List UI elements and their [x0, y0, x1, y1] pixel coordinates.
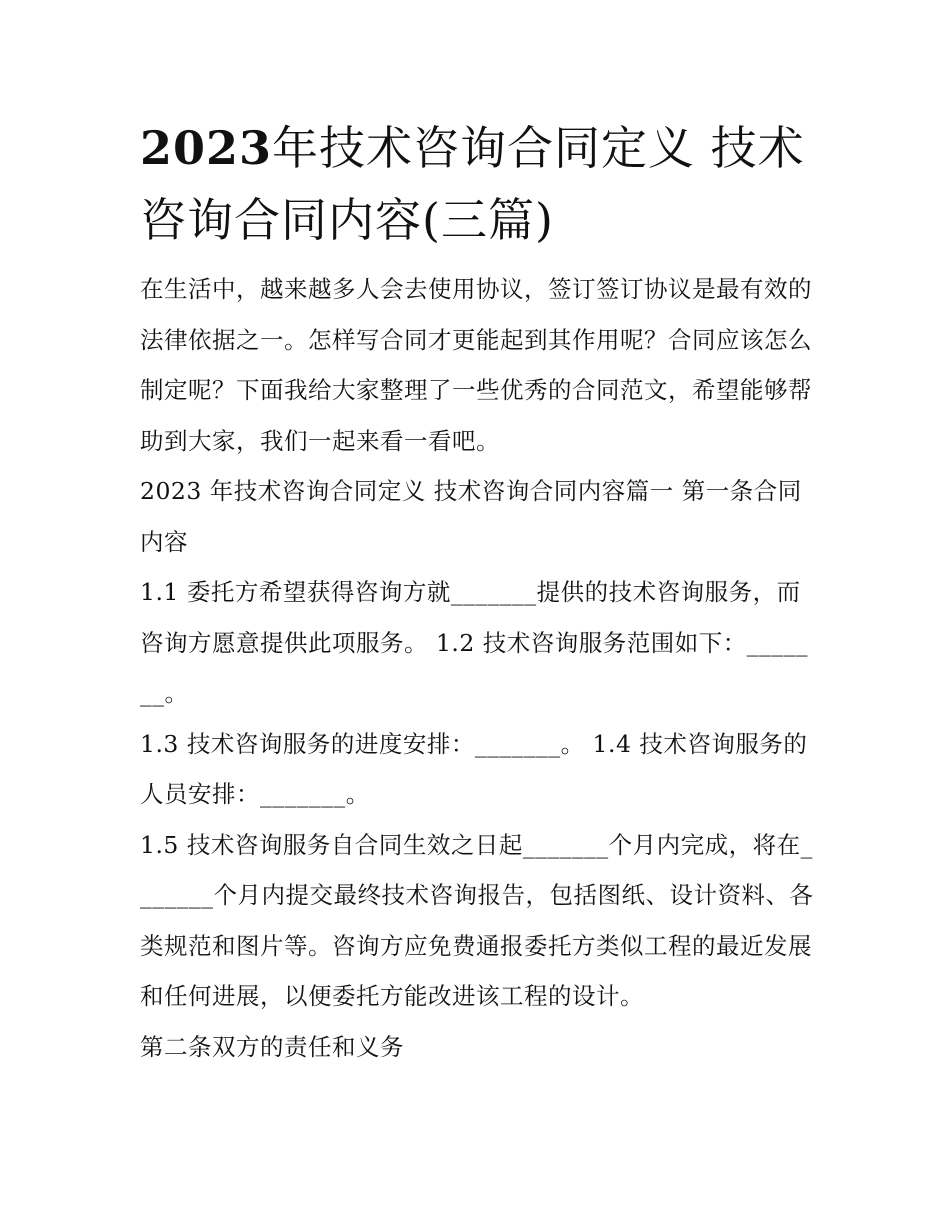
- clause-1-3: 1.3 技术咨询服务的进度安排：_______。 1.4 技术咨询服务的人员安排：_______。: [140, 729, 808, 808]
- title-year: 2023: [140, 121, 273, 175]
- section-heading: 2023 年技术咨询合同定义 技术咨询合同内容篇一 第一条合同内容: [140, 477, 802, 556]
- clause-1-5: 1.5 技术咨询服务自合同生效之日起_______个月内完成，将在_______个月内提交最终技术咨询报告，包括图纸、设计资料、各类规范和图片等。咨询方应免费通报委托方类似工程的最近发展和任何进展，以便委托方能改进该工程的设计。: [140, 830, 814, 1010]
- title-text: 年技术咨询合同定义 技术咨询合同内容(三篇): [140, 121, 805, 247]
- document-page: [140, 112, 820, 1072]
- article-2-heading: 第二条双方的责任和义务: [140, 1032, 404, 1061]
- intro-paragraph: 在生活中，越来越多人会去使用协议，签订签订协议是最有效的法律依据之一。怎样写合同才更能起到其作用呢？合同应该怎么制定呢？下面我给大家整理了一些优秀的合同范文，希望能够帮助到大家，我们一起来看一看吧。: [140, 275, 812, 455]
- document-title: [140, 112, 820, 256]
- clause-1-1: 1.1 委托方希望获得咨询方就_______提供的技术咨询服务，而咨询方愿意提供此项服务。 1.2 技术咨询服务范围如下：_______。: [140, 578, 809, 707]
